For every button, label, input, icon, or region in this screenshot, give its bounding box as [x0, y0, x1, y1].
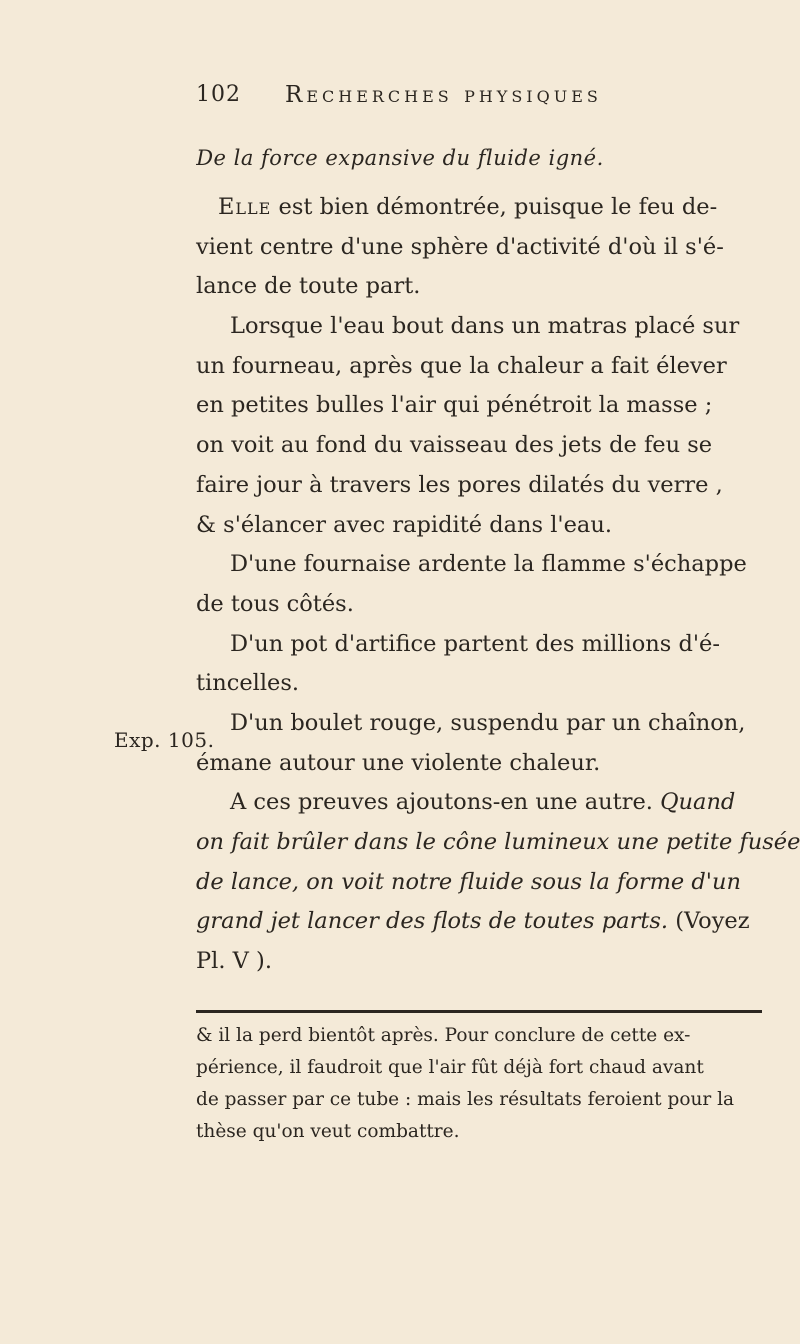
text-span: A ces preuves ajoutons-en une autre. — [230, 789, 661, 816]
page-header — [0, 82, 800, 122]
text-line: de lance, on voit notre fluide sous la forme d'un — [196, 868, 741, 895]
footnote-rule — [196, 1010, 762, 1013]
text-line: Lorsque l'eau bout dans un matras placé sur — [230, 313, 740, 340]
text-line: émane autour une violente chaleur. — [196, 749, 601, 776]
text-line: vient centre d'une sphère d'activité d'où il s'é- — [196, 233, 724, 260]
text-line — [196, 188, 776, 228]
text-line: D'une fournaise ardente la flamme s'échappe — [230, 551, 747, 578]
text-line — [196, 902, 776, 942]
lead-word: Elle — [218, 194, 272, 220]
italic-span: Quand — [660, 789, 736, 816]
text-span: (Voyez — [668, 908, 750, 935]
text-line: Pl. V ). — [196, 948, 272, 975]
text-line: en petites bulles l'air qui pénétroit la masse ; — [196, 392, 713, 419]
running-title: Recherches physiques — [285, 82, 602, 108]
margin-note: Exp. 105. — [114, 728, 215, 752]
text-line: & s'élancer avec rapidité dans l'eau. — [196, 511, 612, 538]
footnote-line: thèse qu'on veut combattre. — [196, 1121, 460, 1142]
text-line: lance de toute part. — [196, 273, 421, 300]
text-line: un fourneau, après que la chaleur a fait élever — [196, 352, 727, 379]
text-line: D'un boulet rouge, suspendu par un chaînon, — [230, 709, 746, 736]
footnote — [196, 1020, 776, 1148]
footnote-line: & il la perd bientôt après. Pour conclure de cette ex- — [196, 1025, 691, 1046]
text-line: on fait brûler dans le cône lumineux une petite fusée — [196, 829, 800, 855]
section-title: De la force expansive du fluide igné. — [196, 146, 604, 170]
text-line: faire jour à travers les pores dilatés du verre , — [196, 471, 723, 498]
text-line — [196, 783, 776, 823]
text-line: de tous côtés. — [196, 590, 354, 617]
text-line: tincelles. — [196, 670, 300, 697]
italic-span: grand jet lancer des flots de toutes parts. — [196, 908, 669, 935]
body-text — [196, 188, 800, 982]
text-line: on voit au fond du vaisseau des jets de feu se — [196, 432, 713, 459]
text-span: est bien démontrée, puisque le feu de- — [271, 194, 718, 220]
footnote-line: périence, il faudroit que l'air fût déjà fort chaud avant — [196, 1057, 704, 1078]
text-line: D'un pot d'artifice partent des millions d'é- — [230, 630, 720, 657]
page-number: 102 — [196, 82, 241, 107]
footnote-line: de passer par ce tube : mais les résultats feroient pour la — [196, 1089, 735, 1110]
